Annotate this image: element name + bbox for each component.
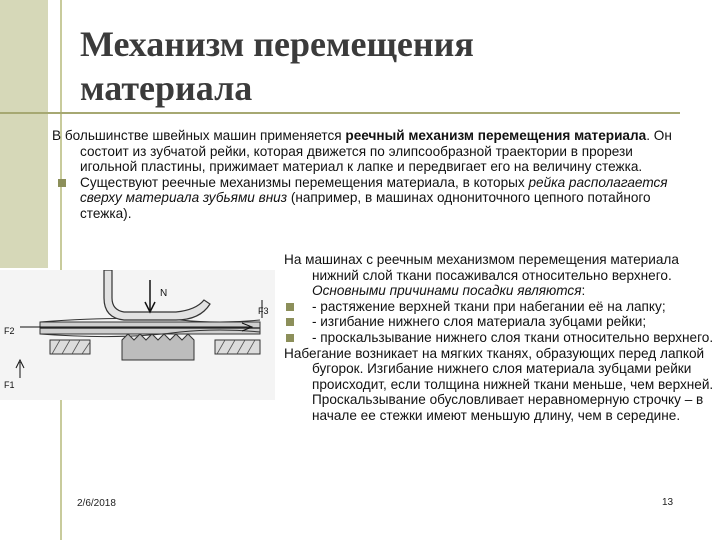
intro-text-block xyxy=(52,128,692,222)
slide-date: 2/6/2018 xyxy=(77,498,116,509)
title-line-2: материала xyxy=(80,68,253,108)
cause-item-3 xyxy=(284,330,714,346)
text-run: (например, в машинах однониточного цепного потайного стежка). xyxy=(80,190,651,221)
causes-intro-paragraph xyxy=(284,252,714,299)
italic-term: Основными причинами посадки являются xyxy=(312,283,582,299)
cause-text: - растяжение верхней ткани при набегании её на лапку; xyxy=(312,298,666,314)
slide-page-number: 13 xyxy=(662,497,674,508)
force-label-f3: F3 xyxy=(258,306,269,316)
intro-paragraph-1 xyxy=(52,128,692,175)
square-bullet-icon xyxy=(286,318,294,326)
causes-text-block xyxy=(284,252,714,424)
italic-term: рейка располагается сверху материала зубьями вниз xyxy=(80,174,668,206)
cause-item-2 xyxy=(284,314,714,330)
text-run: . Он состоит из зубчатой рейки, которая движется по элипсообразной траектории в прорези игольной пластины, прижимает материал к лапке и передвигает его на величину стежка. xyxy=(80,128,672,175)
explanation-paragraph: Набегание возникает на мягких тканях, образующих перед лапкой бугорок. Изгибание нижнего слоя материала зубцами рейки происходит, если толщина нижней ткани меньше, чем верхней. Проскальзывание обусловливает неравномерную строчку – в начале ее стежки имеют меньшую длину, чем в середине. xyxy=(284,345,714,423)
square-bullet-icon xyxy=(286,334,294,342)
title-divider xyxy=(0,112,680,114)
text-run: : xyxy=(581,283,586,299)
square-bullet-icon xyxy=(58,179,66,187)
cause-text: - проскальзывание нижнего слоя ткани относительно верхнего. xyxy=(312,329,714,345)
force-label-n: N xyxy=(160,288,168,299)
title-line-1: Механизм перемещения xyxy=(80,24,474,64)
bold-term: реечный механизм перемещения материала xyxy=(345,128,647,143)
feed-mechanism-diagram xyxy=(0,270,275,400)
cause-text: - изгибание нижнего слоя материала зубцами рейки; xyxy=(312,314,647,330)
text-run: В большинстве швейных машин применяется xyxy=(52,128,346,143)
cause-item-1 xyxy=(284,299,714,315)
force-label-f2: F2 xyxy=(4,326,15,336)
force-label-f1: F1 xyxy=(4,380,15,390)
text-run: Существуют реечные механизмы перемещения материала, в которых xyxy=(80,174,529,190)
intro-paragraph-2 xyxy=(52,175,692,222)
square-bullet-icon xyxy=(286,303,294,311)
slide-title xyxy=(80,22,640,110)
text-run: На машинах с реечным механизмом перемещения материала нижний слой ткани посаживался относительно верхнего. xyxy=(284,252,679,283)
